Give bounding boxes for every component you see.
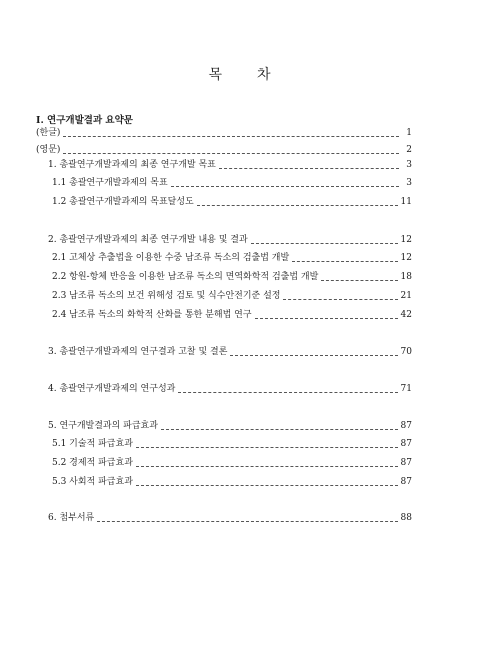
toc-entry-page: 87	[400, 458, 412, 468]
toc-entry[interactable]	[48, 512, 412, 524]
toc-entry-page: 87	[400, 477, 412, 487]
toc-entry[interactable]	[48, 234, 412, 246]
toc-entry-page: 87	[400, 421, 412, 431]
toc-entry[interactable]	[52, 196, 412, 208]
dot-leader	[63, 130, 399, 137]
dot-leader	[178, 386, 397, 393]
dot-leader	[197, 199, 398, 206]
toc-entry-page: 71	[400, 384, 412, 394]
toc-entry-label: 5. 연구개발결과의 파급효과	[48, 421, 158, 431]
toc-entry-page: 42	[400, 310, 412, 320]
toc-entry[interactable]	[48, 159, 412, 171]
dot-leader	[292, 255, 397, 262]
toc-entry-page: 18	[400, 272, 412, 282]
toc-entry[interactable]	[52, 177, 412, 189]
toc-entry-label: 3. 총괄연구개발과제의 연구결과 고찰 및 결론	[48, 347, 228, 357]
toc-entry-page: 87	[400, 439, 412, 449]
toc-entry-label: 2.4 남조류 독소의 화학적 산화를 통한 분해법 연구	[52, 310, 252, 320]
page-title	[0, 64, 480, 84]
toc-entry-page: 3	[406, 178, 412, 188]
toc-entry-page: 21	[400, 291, 412, 301]
dot-leader	[219, 162, 399, 169]
toc-entry[interactable]	[52, 271, 412, 283]
toc-entry[interactable]	[36, 144, 412, 156]
toc-entry-page: 1	[406, 128, 412, 138]
toc-entry-label: 1. 총괄연구개발과제의 최종 연구개발 목표	[48, 160, 216, 170]
toc-entry-page: 12	[400, 253, 412, 263]
toc-entry[interactable]	[52, 438, 412, 450]
dot-leader	[136, 460, 398, 467]
dot-leader	[255, 312, 398, 319]
toc-entry-label: 2.2 항원-항체 반응을 이용한 남조류 독소의 면역화학적 검출법 개발	[52, 272, 319, 282]
toc-entry-page: 88	[400, 513, 412, 523]
title-right: 차	[257, 67, 272, 83]
toc-entry[interactable]	[52, 252, 412, 264]
toc-entry-label: 6. 첨부서류	[48, 513, 95, 523]
toc-entry-label: 5.2 경제적 파급효과	[52, 458, 133, 468]
toc-entry-label: 4. 총괄연구개발과제의 연구성과	[48, 384, 176, 394]
toc-entry-page: 3	[406, 160, 412, 170]
toc-entry-page: 11	[400, 197, 412, 207]
toc-entry[interactable]	[48, 420, 412, 432]
dot-leader	[171, 180, 399, 187]
toc-entry[interactable]	[52, 476, 412, 488]
dot-leader	[136, 479, 398, 486]
toc-entry-label: (한글)	[36, 128, 61, 138]
section-heading: Ⅰ. 연구개발결과 요약문	[36, 115, 133, 126]
dot-leader	[283, 293, 397, 300]
toc-entry[interactable]	[36, 127, 412, 139]
toc-entry-page: 12	[400, 235, 412, 245]
toc-entry[interactable]	[52, 457, 412, 469]
dot-leader	[230, 349, 397, 356]
toc-entry[interactable]	[48, 346, 412, 358]
dot-leader	[321, 274, 397, 281]
toc-entry-label: 5.1 기술적 파급효과	[52, 439, 133, 449]
toc-entry-page: 2	[406, 145, 412, 155]
toc-entry-label: (영문)	[36, 145, 61, 155]
toc-entry[interactable]	[48, 383, 412, 395]
dot-leader	[251, 237, 398, 244]
toc-entry-label: 1.1 총괄연구개발과제의 목표	[52, 178, 168, 188]
dot-leader	[136, 441, 398, 448]
toc-entry-page: 70	[400, 347, 412, 357]
toc-entry-label: 1.2 총괄연구개발과제의 목표달성도	[52, 197, 194, 207]
toc-entry-label: 2.1 고체상 추출법을 이용한 수중 남조류 독소의 검출법 개발	[52, 253, 290, 263]
toc-entry-label: 5.3 사회적 파급효과	[52, 477, 133, 487]
toc-entry[interactable]	[52, 290, 412, 302]
dot-leader	[161, 423, 398, 430]
toc-entry-label: 2. 총괄연구개발과제의 최종 연구개발 내용 및 결과	[48, 235, 248, 245]
toc-entry-label: 2.3 남조류 독소의 보건 위해성 검토 및 식수안전기준 설정	[52, 291, 281, 301]
dot-leader	[97, 515, 397, 522]
dot-leader	[63, 147, 399, 154]
toc-entry[interactable]	[52, 309, 412, 321]
title-left: 목	[208, 67, 223, 83]
